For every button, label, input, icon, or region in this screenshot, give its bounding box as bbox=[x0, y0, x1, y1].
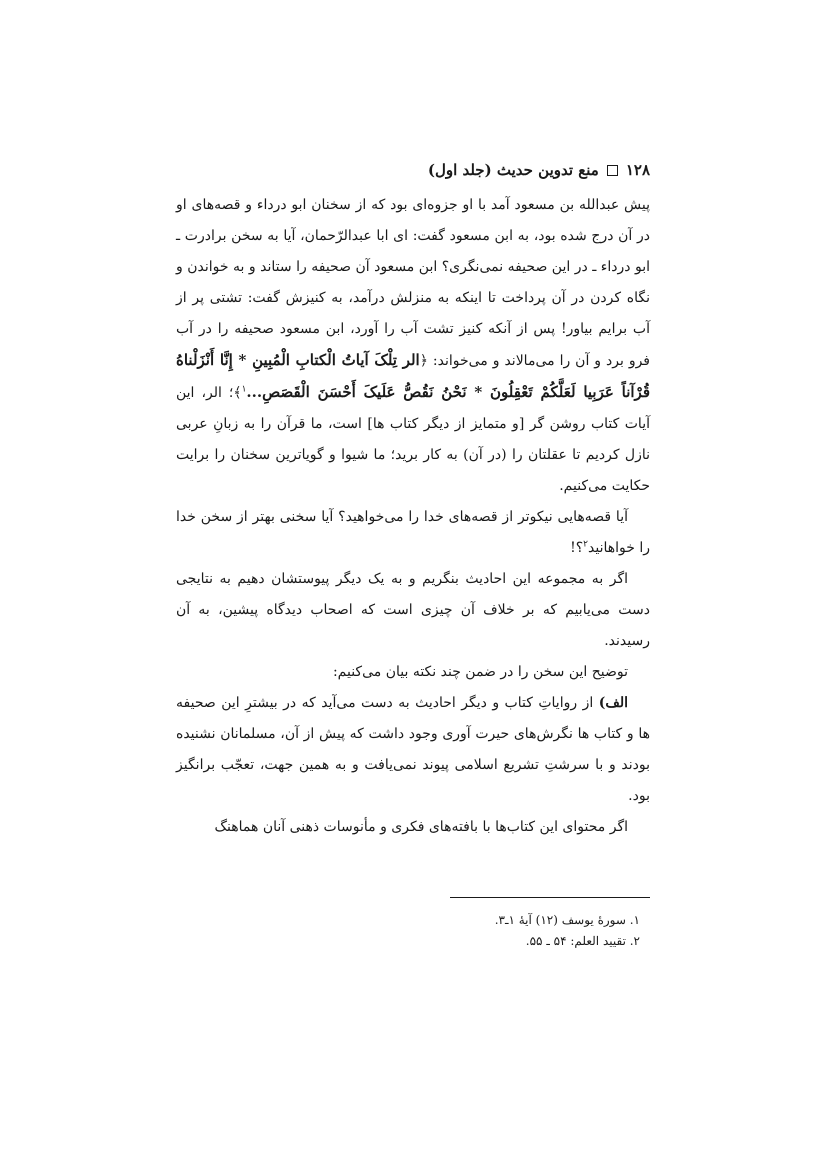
paragraph-1 bbox=[176, 190, 650, 502]
paragraph-1-text-b: ﴾؛ الر، این آیات کتاب روشن گر [و متمایز از دیگر کتاب ها] است، ما قرآن را به زبانِ عربی نازل کردیم تا عقلتان را (در آن) به کار برید؛ ما شیوا و گویاترین سخنان را برایت حکایت می‌کنیم. bbox=[176, 385, 650, 494]
page-number: ۱۲۸ bbox=[625, 161, 650, 179]
paragraph-6: اگر محتوای این کتاب‌ها با بافته‌های فکری و مأنوسات ذهنی آنان هماهنگ bbox=[214, 819, 628, 835]
paragraph-2-text-b: ؟! bbox=[570, 540, 584, 556]
body-text bbox=[176, 190, 650, 843]
footnote-ref-2: ۲ bbox=[583, 539, 588, 550]
footnote-2: ۲. تقیید العلم: ۵۴ ـ ۵۵. bbox=[525, 934, 640, 949]
running-head bbox=[176, 150, 650, 190]
book-title: منع تدوین حدیث (جلد اول) bbox=[427, 161, 599, 179]
paragraph-2 bbox=[176, 502, 650, 564]
paragraph-3: اگر به مجموعه این احادیث بنگریم و به یک دیگر پیوستشان دهیم به نتایجی دست می‌یابیم که بر خلاف آن چیزی است که اصحاب دیدگاه پیشین، به آن رسیدند. bbox=[176, 571, 650, 649]
footnote-1: ۱. سورۀ یوسف (۱۲) آیۀ ۱ـ۳. bbox=[494, 913, 640, 928]
paragraph-2-text-a: آیا قصه‌هایی نیکوتر از قصه‌های خدا را می‌خواهید؟ آیا سخنی بهتر از سخن خدا را خواهانید bbox=[176, 509, 650, 556]
paragraph-5 bbox=[176, 688, 650, 812]
footnotes bbox=[176, 910, 650, 952]
square-ornament-icon bbox=[607, 165, 618, 176]
point-label: الف) bbox=[598, 695, 628, 711]
book-page bbox=[176, 150, 650, 952]
paragraph-5-text: از روایاتِ کتاب و دیگر احادیث به دست می‌آید که در بیشترِ این صحیفه ها و کتاب ها نگرش‌های حیرت آوری وجود داشت که پیش از آن، مسلمانان نشنیده بودند و با سرشتِ تشریع اسلامی پیوند نمی‌یافت و به همین جهت، تعجّب برانگیز بود. bbox=[176, 695, 650, 804]
paragraph-4: توضیح این سخن را در ضمن چند نکته بیان می‌کنیم: bbox=[332, 664, 628, 680]
quran-verse: الر تِلْکَ آیاتُ الْکتابِ الْمُبِینِ * إِنَّا أَنْزَلْناهُ قُرْآناً عَرَبِیا لَعَلَّکُمْ تَعْقِلُونَ * نَحْنُ نَقُصُّ عَلَیکَ أَحْسَنَ الْقَصَصِ... bbox=[176, 351, 650, 401]
paragraph-1-text-a: پیش عبدالله بن مسعود آمد با او جزوه‌ای بود که از سخنان ابو درداء و قصه‌های او در آن درج شده بود، به ابن مسعود گفت: ای ابا عبدالرّحمان، آیا به سخن برادرت ـ ابو درداء ـ در این صحیفه نمی‌نگری؟ ابن مسعود آن صحیفه را ستاند و به خواندن و نگاه کردن در آن پرداخت تا اینکه به منزلش درآمد، به کنیزش گفت: تشتی پر از آب برایم بیاور! پس از آنکه کنیز تشت آب را آورد، ابن مسعود صحیفه را در آب فرو برد و آن را می‌مالاند و می‌خواند: ﴿ bbox=[176, 197, 650, 369]
footnote-divider bbox=[450, 897, 650, 898]
footnote-ref-1: ۱ bbox=[241, 384, 247, 395]
